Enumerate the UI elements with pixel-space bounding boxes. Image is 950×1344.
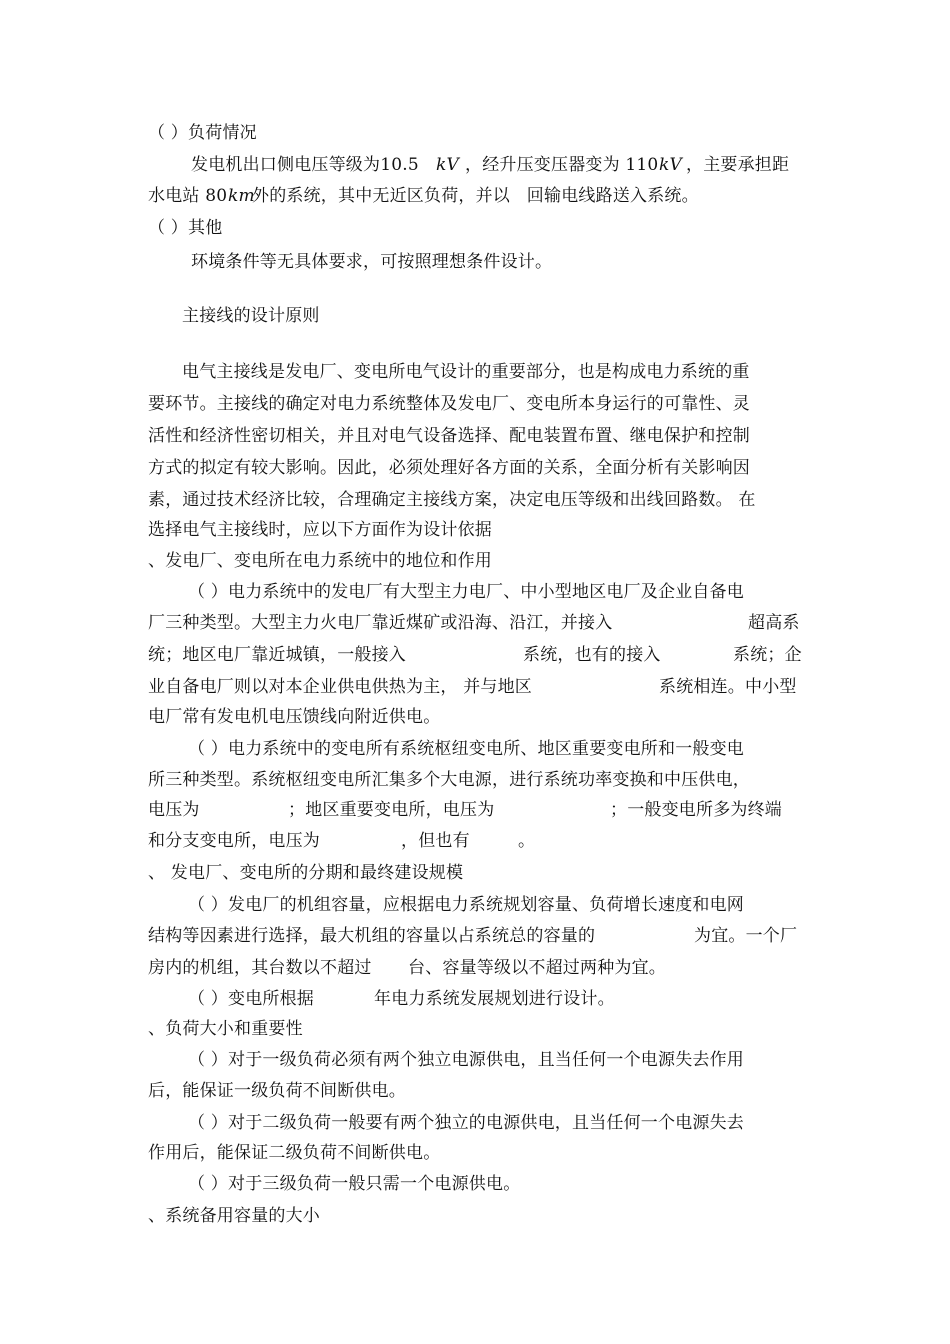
paragraph-line: 活性和经济性密切相关，并且对电气设备选择、配电装置布置、继电保护和控制	[148, 426, 750, 446]
paragraph-line: （ ）对于一级负荷必须有两个独立电源供电，且当任何一个电源失去作用	[188, 1050, 745, 1070]
text-line: 环境条件等无具体要求，可按照理想条件设计。	[191, 252, 553, 272]
paragraph-line: 电厂常有发电机电压馈线向附近供电。	[148, 707, 441, 727]
paragraph-line: 业自备电厂则以对本企业供电供热为主， 并与地区	[148, 677, 533, 697]
unit-kv: kV	[659, 155, 682, 175]
subsection-heading: 、发电厂、变电所在电力系统中的地位和作用	[148, 551, 492, 571]
paragraph-line: 超高系	[748, 613, 800, 633]
subheading-load: （ ）负荷情况	[148, 123, 257, 143]
paragraph-line: 为宜。一个厂	[694, 926, 798, 946]
paragraph-line: 和分支变电所，电压为	[148, 831, 320, 851]
paragraph-line: 所三种类型。系统枢纽变电所汇集多个大电源，进行系统功率变换和中压供电，	[148, 770, 750, 790]
paragraph-line: 结构等因素进行选择，最大机组的容量以占系统总的容量的	[148, 926, 596, 946]
subsection-heading: 、负荷大小和重要性	[148, 1019, 303, 1039]
paragraph-line: （ ）发电厂的机组容量，应根据电力系统规划容量、负荷增长速度和电网	[188, 895, 745, 915]
paragraph-line: 选择电气主接线时，应以下方面作为设计依据	[148, 520, 492, 540]
paragraph-line: 统；地区电厂靠近城镇，一般接入	[148, 645, 406, 665]
paragraph-line: 。	[518, 831, 536, 851]
paragraph-line: （ ）电力系统中的变电所有系统枢纽变电所、地区重要变电所和一般变电	[188, 739, 745, 759]
paragraph-line: ；一般变电所多为终端	[610, 800, 782, 820]
subheading-other: （ ）其他	[148, 218, 223, 238]
paragraph-line: 台、容量等级以不超过两种为宜。	[408, 958, 666, 978]
paragraph-line: 后，能保证一级负荷不间断供电。	[148, 1081, 406, 1101]
text-line: 外的系统，其中无近区负荷，并以 回输电线路送入系统。	[252, 186, 699, 206]
text-line: 水电站 80	[148, 186, 228, 206]
paragraph-line: 系统，也有的接入	[523, 645, 661, 665]
paragraph-line: 素，通过技术经济比较，合理确定主接线方案，决定电压等级和出线回路数。 在	[148, 490, 756, 510]
paragraph-line: （ ）对于三级负荷一般只需一个电源供电。	[188, 1174, 521, 1194]
paragraph-line: （ ）电力系统中的发电厂有大型主力电厂、中小型地区电厂及企业自备电	[188, 582, 745, 602]
section-heading: 主接线的设计原则	[182, 306, 320, 326]
paragraph-line: （ ）变电所根据	[188, 989, 315, 1009]
paragraph-line: ；地区重要变电所，电压为	[288, 800, 495, 820]
paragraph-line: ，但也有	[401, 831, 470, 851]
text-line: 发电机出口侧电压等级为10.5	[191, 155, 419, 175]
unit-km: km	[228, 186, 255, 206]
text-line: ，经升压变压器变为 110	[465, 155, 659, 175]
paragraph-line: 电气主接线是发电厂、变电所电气设计的重要部分，也是构成电力系统的重	[182, 362, 750, 382]
paragraph-line: 系统相连。中小型	[659, 677, 797, 697]
paragraph-line: 厂三种类型。大型主力火电厂靠近煤矿或沿海、沿江，并接入	[148, 613, 613, 633]
subsection-heading: 、 发电厂、变电所的分期和最终建设规模	[148, 863, 464, 883]
paragraph-line: 房内的机组，其台数以不超过	[148, 958, 372, 978]
paragraph-line: 电压为	[148, 800, 200, 820]
unit-kv: kV	[436, 155, 459, 175]
text-line: ，主要承担距	[686, 155, 790, 175]
paragraph-line: （ ）对于二级负荷一般要有两个独立的电源供电，且当任何一个电源失去	[188, 1113, 745, 1133]
subsection-heading: 、系统备用容量的大小	[148, 1206, 320, 1226]
paragraph-line: 年电力系统发展规划进行设计。	[374, 989, 615, 1009]
paragraph-line: 方式的拟定有较大影响。因此，必须处理好各方面的关系，全面分析有关影响因	[148, 458, 750, 478]
paragraph-line: 作用后，能保证二级负荷不间断供电。	[148, 1143, 441, 1163]
paragraph-line: 系统；企	[733, 645, 802, 665]
paragraph-line: 要环节。主接线的确定对电力系统整体及发电厂、变电所本身运行的可靠性、灵	[148, 394, 750, 414]
